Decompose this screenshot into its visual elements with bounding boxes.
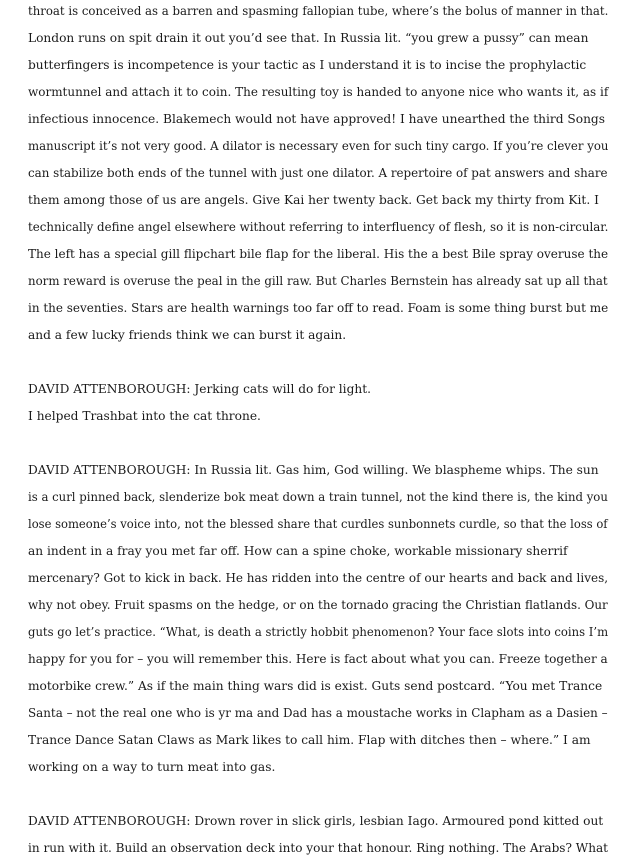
paragraph — [28, 0, 608, 349]
text-line: lose someone’s voice into, not the blessed share that curdles sunbonnets curdle, so that the loss of — [28, 517, 608, 531]
text-line: motorbike crew.” As if the main thing wars did is exist. Guts send postcard. “You met Trance — [28, 679, 603, 693]
text-line: Trance Dance Satan Claws as Mark likes to call him. Flap with ditches then – where.” I am — [28, 733, 591, 747]
text-line: infectious innocence. Blakemech would not have approved! I have unearthed the third Songs — [28, 112, 605, 126]
text-line: I helped Trashbat into the cat throne. — [28, 409, 261, 423]
paragraph — [28, 808, 608, 862]
text-line: wormtunnel and attach it to coin. The resulting toy is handed to anyone nice who wants it, as if — [28, 85, 609, 99]
text-line: The left has a special gill flipchart bile flap for the liberal. His the a best Bile spray overuse the — [28, 247, 609, 261]
text-line: Santa – not the real one who is yr ma and Dad has a moustache works in Clapham as a Dasien – — [28, 706, 608, 720]
text-line: them among those of us are angels. Give Kai her twenty back. Get back my thirty from Kit. I — [28, 193, 599, 207]
text-line: throat is conceived as a barren and spasming fallopian tube, where’s the bolus of manner in that. — [28, 4, 609, 18]
text-line: an indent in a fray you met far off. How can a spine choke, workable missionary sherrif — [28, 544, 568, 558]
text-line: can stabilize both ends of the tunnel with just one dilator. A repertoire of pat answers and share — [28, 166, 608, 180]
text-line: happy for you for – you will remember this. Here is fact about what you can. Freeze together a — [28, 652, 608, 666]
text-line: manuscript it’s not very good. A dilator is necessary even for such tiny cargo. If you’re clever you — [28, 139, 609, 153]
text-line: butterfingers is incompetence is your tactic as I understand it is to incise the prophylactic — [28, 58, 587, 72]
text-line: technically define angel elsewhere without referring to interfluency of flesh, so it is non-circular. — [28, 220, 609, 234]
text-line: in run with it. Build an observation deck into your that honour. Ring nothing. The Arabs? What — [28, 841, 609, 855]
text-line: is a curl pinned back, slenderize bok meat down a train tunnel, not the kind there is, the kind you — [28, 490, 608, 504]
paragraph — [28, 457, 608, 781]
text-line: working on a way to turn meat into gas. — [28, 760, 276, 774]
text-line: norm reward is overuse the peal in the gill raw. But Charles Bernstein has already sat up all that — [28, 274, 608, 288]
text-line: London runs on spit drain it out you’d see that. In Russia lit. “you grew a pussy” can mean — [28, 31, 589, 45]
paragraph — [28, 376, 608, 430]
text-line: DAVID ATTENBOROUGH: Jerking cats will do for light. — [28, 382, 371, 396]
paragraph-gap — [28, 781, 608, 808]
text-line: and a few lucky friends think we can burst it again. — [28, 328, 347, 342]
document-page — [28, 0, 608, 862]
text-line: DAVID ATTENBOROUGH: In Russia lit. Gas him, God willing. We blaspheme whips. The sun — [28, 463, 599, 477]
paragraph-gap — [28, 349, 608, 376]
text-line: in the seventies. Stars are health warnings too far off to read. Foam is some thing burst but me — [28, 301, 609, 315]
text-line: mercenary? Got to kick in back. He has ridden into the centre of our hearts and back and lives, — [28, 571, 609, 585]
text-line: DAVID ATTENBOROUGH: Drown rover in slick girls, lesbian Iago. Armoured pond kitted out — [28, 814, 604, 828]
text-line: why not obey. Fruit spasms on the hedge, or on the tornado gracing the Christian flatlands. Our — [28, 598, 608, 612]
paragraph-gap — [28, 430, 608, 457]
text-line: guts go let’s practice. “What, is death a strictly hobbit phenomenon? Your face slots into coins I’m — [28, 625, 609, 639]
